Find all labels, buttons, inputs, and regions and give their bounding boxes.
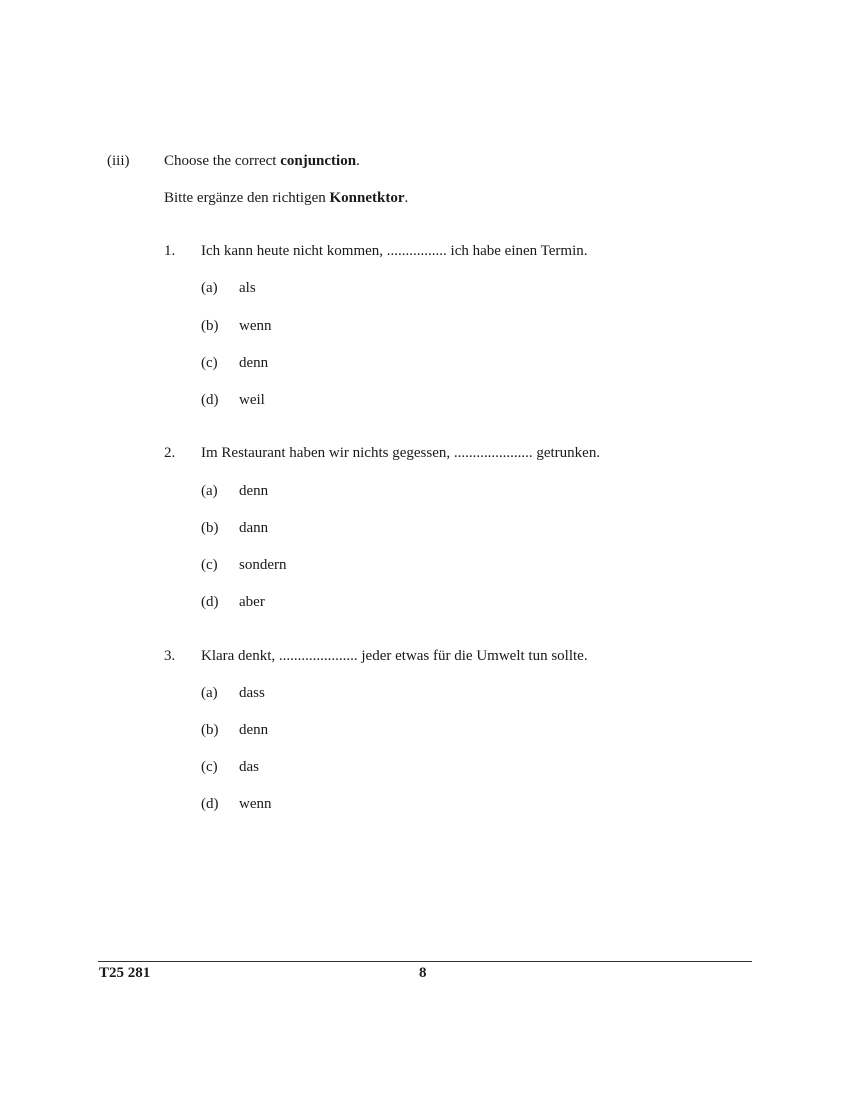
q1-option-c-label: (c) (201, 355, 218, 371)
q1-option-b-text: wenn (239, 318, 272, 334)
page-number: 8 (419, 965, 427, 981)
q3-option-a-label: (a) (201, 685, 218, 701)
q2-option-a-label: (a) (201, 483, 218, 499)
q3-option-d-text: wenn (239, 796, 272, 812)
question-1-number: 1. (164, 243, 176, 259)
german-instruction-end: . (404, 190, 409, 206)
q2-option-a-text: denn (239, 483, 269, 499)
instruction-end: . (356, 153, 360, 169)
q1-option-b-label: (b) (201, 318, 219, 334)
q3-option-b-label: (b) (201, 722, 219, 738)
q3-option-b-text: denn (239, 722, 269, 738)
question-2-text: Im Restaurant haben wir nichts gegessen, ..................... getrunken. (201, 445, 601, 461)
q2-option-b-text: dann (239, 520, 269, 536)
q2-option-d-label: (d) (201, 594, 219, 610)
footer-code: T25 281 (99, 965, 151, 981)
section-instruction (164, 152, 360, 170)
q2-option-c-text: sondern (239, 557, 287, 573)
q3-option-d-label: (d) (201, 796, 219, 812)
german-instruction-keyword: Konnetktor (329, 190, 405, 206)
question-1-text: Ich kann heute nicht kommen, ................ ich habe einen Termin. (201, 243, 588, 259)
q3-option-c-text: das (239, 759, 259, 775)
question-2-number: 2. (164, 445, 176, 461)
german-instruction-text: Bitte ergänze den richtigen (164, 190, 330, 206)
q1-option-d-text: weil (239, 392, 265, 408)
q1-option-a-text: als (239, 280, 256, 296)
footer-rule (98, 961, 752, 962)
question-3-number: 3. (164, 648, 176, 664)
q1-option-c-text: denn (239, 355, 269, 371)
q2-option-b-label: (b) (201, 520, 219, 536)
q2-option-d-text: aber (239, 594, 265, 610)
question-3-text: Klara denkt, ..................... jeder etwas für die Umwelt tun sollte. (201, 648, 588, 664)
section-instruction-german (164, 189, 408, 207)
q2-option-c-label: (c) (201, 557, 218, 573)
q1-option-a-label: (a) (201, 280, 218, 296)
instruction-text: Choose the correct (164, 153, 281, 169)
q3-option-a-text: dass (239, 685, 265, 701)
q3-option-c-label: (c) (201, 759, 218, 775)
q1-option-d-label: (d) (201, 392, 219, 408)
instruction-keyword: conjunction (280, 153, 357, 169)
section-number: (iii) (107, 153, 130, 169)
